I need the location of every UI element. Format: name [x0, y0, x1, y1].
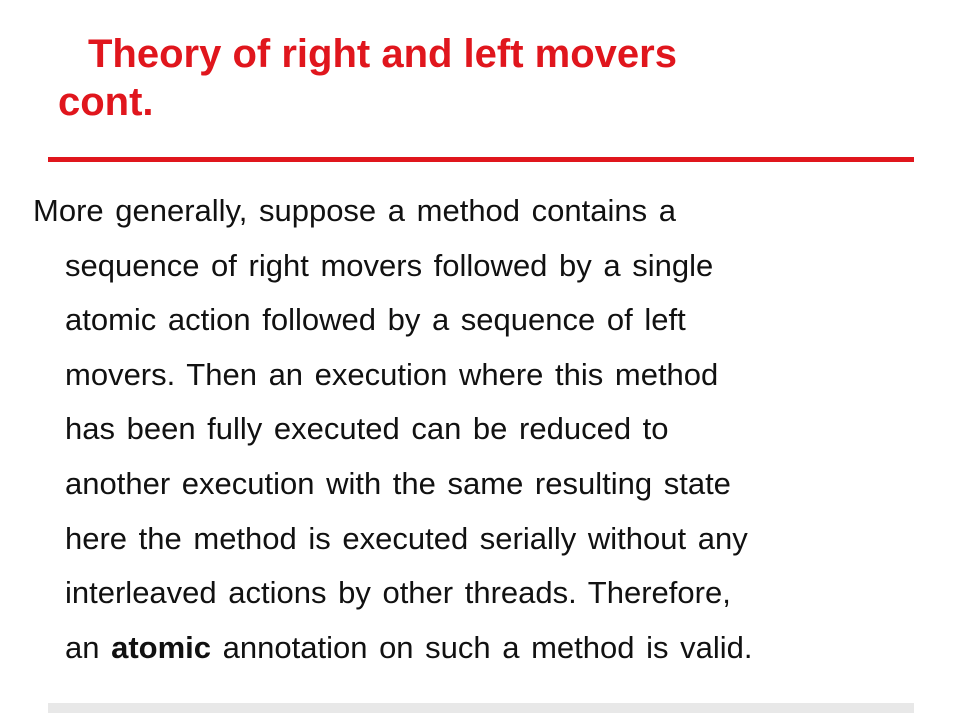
- footer-bar: [48, 703, 914, 713]
- body-line-8: interleaved actions by other threads. Therefore,: [65, 575, 731, 611]
- body-line-9-end: annotation on such a method is valid.: [222, 629, 753, 665]
- body-line-6: another execution with the same resulting state: [65, 465, 731, 501]
- body-line-5: has been fully executed can be reduced to: [65, 411, 669, 447]
- body-line-4: movers. Then an execution where this method: [65, 356, 719, 392]
- slide-title: [58, 30, 918, 126]
- body-line-2: sequence of right movers followed by a single: [65, 247, 714, 283]
- title-line-2: cont.: [58, 80, 154, 124]
- body-line-7: here the method is executed serially without any: [65, 520, 748, 556]
- atomic-keyword: atomic: [111, 629, 212, 665]
- body-line-1: More generally, suppose a method contains a: [33, 193, 676, 228]
- body-paragraph: [33, 184, 923, 675]
- body-line-3: atomic action followed by a sequence of left: [65, 302, 686, 338]
- body-line-9-start: an: [65, 629, 100, 665]
- title-line-1: Theory of right and left movers: [88, 32, 677, 76]
- title-underline-rule: [48, 157, 914, 162]
- body-line-9: [33, 621, 923, 676]
